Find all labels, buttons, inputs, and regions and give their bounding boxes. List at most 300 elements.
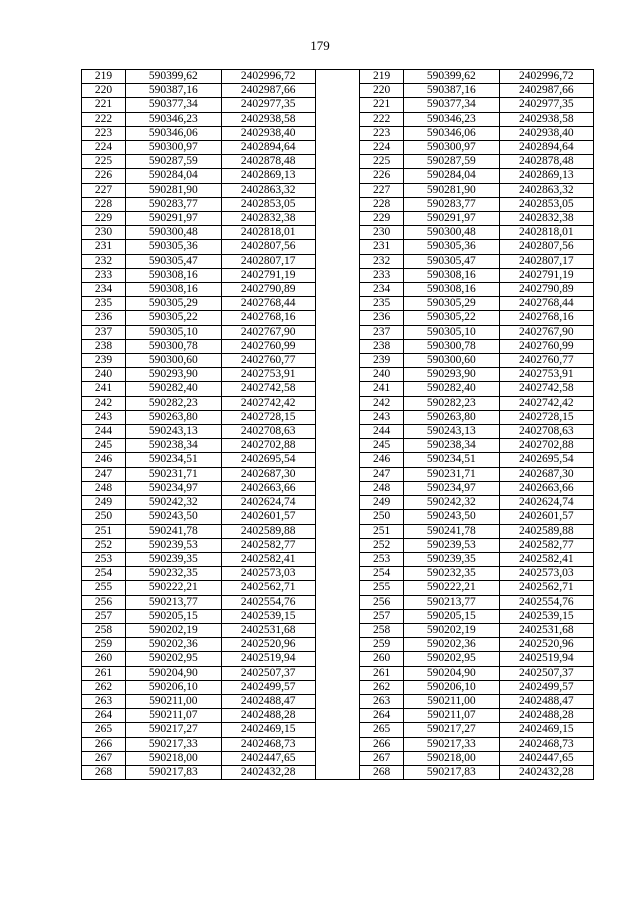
left-point-number-cell: 240 bbox=[82, 368, 126, 382]
left-y-coordinate-cell: 2402488,47 bbox=[221, 694, 315, 708]
right-point-number-cell: 250 bbox=[360, 510, 404, 524]
left-point-number-cell: 256 bbox=[82, 595, 126, 609]
table-row bbox=[82, 197, 594, 211]
right-x-coordinate-cell: 590284,04 bbox=[404, 169, 499, 183]
right-point-number-cell: 262 bbox=[360, 680, 404, 694]
right-y-coordinate-cell: 2402760,99 bbox=[499, 339, 593, 353]
right-y-coordinate-cell: 2402853,05 bbox=[499, 197, 593, 211]
table-row bbox=[82, 354, 594, 368]
right-point-number-cell: 254 bbox=[360, 567, 404, 581]
left-x-coordinate-cell: 590291,97 bbox=[126, 212, 221, 226]
left-y-coordinate-cell: 2402687,30 bbox=[221, 467, 315, 481]
table-row bbox=[82, 737, 594, 751]
left-x-coordinate-cell: 590231,71 bbox=[126, 467, 221, 481]
left-point-number-cell: 231 bbox=[82, 240, 126, 254]
right-point-number-cell: 234 bbox=[360, 283, 404, 297]
right-point-number-cell: 222 bbox=[360, 112, 404, 126]
left-x-coordinate-cell: 590283,77 bbox=[126, 197, 221, 211]
left-x-coordinate-cell: 590239,53 bbox=[126, 538, 221, 552]
left-x-coordinate-cell: 590234,97 bbox=[126, 481, 221, 495]
right-x-coordinate-cell: 590231,71 bbox=[404, 467, 499, 481]
left-x-coordinate-cell: 590346,06 bbox=[126, 126, 221, 140]
left-y-coordinate-cell: 2402768,44 bbox=[221, 297, 315, 311]
left-point-number-cell: 236 bbox=[82, 311, 126, 325]
right-point-number-cell: 228 bbox=[360, 197, 404, 211]
right-point-number-cell: 244 bbox=[360, 425, 404, 439]
table-row bbox=[82, 368, 594, 382]
left-x-coordinate-cell: 590308,16 bbox=[126, 268, 221, 282]
table-row bbox=[82, 581, 594, 595]
column-gap bbox=[315, 481, 359, 495]
right-point-number-cell: 249 bbox=[360, 496, 404, 510]
right-x-coordinate-cell: 590232,35 bbox=[404, 567, 499, 581]
left-x-coordinate-cell: 590238,34 bbox=[126, 439, 221, 453]
right-y-coordinate-cell: 2402531,68 bbox=[499, 623, 593, 637]
left-point-number-cell: 233 bbox=[82, 268, 126, 282]
left-y-coordinate-cell: 2402582,77 bbox=[221, 538, 315, 552]
left-point-number-cell: 266 bbox=[82, 737, 126, 751]
left-x-coordinate-cell: 590281,90 bbox=[126, 183, 221, 197]
table-row bbox=[82, 410, 594, 424]
left-x-coordinate-cell: 590217,33 bbox=[126, 737, 221, 751]
left-y-coordinate-cell: 2402469,15 bbox=[221, 723, 315, 737]
left-y-coordinate-cell: 2402938,58 bbox=[221, 112, 315, 126]
column-gap bbox=[315, 552, 359, 566]
left-point-number-cell: 255 bbox=[82, 581, 126, 595]
table-row bbox=[82, 567, 594, 581]
left-x-coordinate-cell: 590305,36 bbox=[126, 240, 221, 254]
column-gap bbox=[315, 567, 359, 581]
left-point-number-cell: 238 bbox=[82, 339, 126, 353]
left-x-coordinate-cell: 590205,15 bbox=[126, 609, 221, 623]
right-x-coordinate-cell: 590234,97 bbox=[404, 481, 499, 495]
table-row bbox=[82, 765, 594, 779]
left-y-coordinate-cell: 2402624,74 bbox=[221, 496, 315, 510]
column-gap bbox=[315, 382, 359, 396]
right-point-number-cell: 253 bbox=[360, 552, 404, 566]
right-point-number-cell: 264 bbox=[360, 709, 404, 723]
left-y-coordinate-cell: 2402894,64 bbox=[221, 141, 315, 155]
left-point-number-cell: 249 bbox=[82, 496, 126, 510]
column-gap bbox=[315, 595, 359, 609]
table-row bbox=[82, 481, 594, 495]
left-point-number-cell: 262 bbox=[82, 680, 126, 694]
table-row bbox=[82, 70, 594, 84]
column-gap bbox=[315, 425, 359, 439]
table-row bbox=[82, 283, 594, 297]
column-gap bbox=[315, 666, 359, 680]
left-x-coordinate-cell: 590241,78 bbox=[126, 524, 221, 538]
right-y-coordinate-cell: 2402863,32 bbox=[499, 183, 593, 197]
left-y-coordinate-cell: 2402663,66 bbox=[221, 481, 315, 495]
table-row bbox=[82, 453, 594, 467]
right-point-number-cell: 261 bbox=[360, 666, 404, 680]
right-point-number-cell: 231 bbox=[360, 240, 404, 254]
table-row bbox=[82, 325, 594, 339]
left-y-coordinate-cell: 2402601,57 bbox=[221, 510, 315, 524]
table-row bbox=[82, 126, 594, 140]
column-gap bbox=[315, 709, 359, 723]
left-x-coordinate-cell: 590282,40 bbox=[126, 382, 221, 396]
right-x-coordinate-cell: 590308,16 bbox=[404, 268, 499, 282]
right-x-coordinate-cell: 590399,62 bbox=[404, 70, 499, 84]
table-row bbox=[82, 141, 594, 155]
left-point-number-cell: 251 bbox=[82, 524, 126, 538]
left-point-number-cell: 243 bbox=[82, 410, 126, 424]
left-y-coordinate-cell: 2402519,94 bbox=[221, 652, 315, 666]
left-point-number-cell: 258 bbox=[82, 623, 126, 637]
left-point-number-cell: 261 bbox=[82, 666, 126, 680]
left-y-coordinate-cell: 2402695,54 bbox=[221, 453, 315, 467]
left-y-coordinate-cell: 2402818,01 bbox=[221, 226, 315, 240]
right-x-coordinate-cell: 590387,16 bbox=[404, 84, 499, 98]
left-y-coordinate-cell: 2402977,35 bbox=[221, 98, 315, 112]
right-point-number-cell: 226 bbox=[360, 169, 404, 183]
left-y-coordinate-cell: 2402863,32 bbox=[221, 183, 315, 197]
left-x-coordinate-cell: 590282,23 bbox=[126, 396, 221, 410]
left-x-coordinate-cell: 590232,35 bbox=[126, 567, 221, 581]
right-point-number-cell: 248 bbox=[360, 481, 404, 495]
column-gap bbox=[315, 197, 359, 211]
right-x-coordinate-cell: 590281,90 bbox=[404, 183, 499, 197]
left-y-coordinate-cell: 2402499,57 bbox=[221, 680, 315, 694]
right-y-coordinate-cell: 2402768,44 bbox=[499, 297, 593, 311]
left-point-number-cell: 264 bbox=[82, 709, 126, 723]
table-row bbox=[82, 524, 594, 538]
left-point-number-cell: 241 bbox=[82, 382, 126, 396]
right-point-number-cell: 256 bbox=[360, 595, 404, 609]
column-gap bbox=[315, 496, 359, 510]
column-gap bbox=[315, 623, 359, 637]
left-y-coordinate-cell: 2402728,15 bbox=[221, 410, 315, 424]
table-row bbox=[82, 638, 594, 652]
right-y-coordinate-cell: 2402760,77 bbox=[499, 354, 593, 368]
right-y-coordinate-cell: 2402708,63 bbox=[499, 425, 593, 439]
column-gap bbox=[315, 680, 359, 694]
right-y-coordinate-cell: 2402702,88 bbox=[499, 439, 593, 453]
right-y-coordinate-cell: 2402432,28 bbox=[499, 765, 593, 779]
right-y-coordinate-cell: 2402554,76 bbox=[499, 595, 593, 609]
left-point-number-cell: 248 bbox=[82, 481, 126, 495]
table-row bbox=[82, 268, 594, 282]
left-x-coordinate-cell: 590202,19 bbox=[126, 623, 221, 637]
left-y-coordinate-cell: 2402807,17 bbox=[221, 254, 315, 268]
right-point-number-cell: 243 bbox=[360, 410, 404, 424]
left-point-number-cell: 254 bbox=[82, 567, 126, 581]
table-row bbox=[82, 709, 594, 723]
left-y-coordinate-cell: 2402987,66 bbox=[221, 84, 315, 98]
column-gap bbox=[315, 538, 359, 552]
column-gap bbox=[315, 765, 359, 779]
left-x-coordinate-cell: 590218,00 bbox=[126, 751, 221, 765]
column-gap bbox=[315, 226, 359, 240]
left-point-number-cell: 247 bbox=[82, 467, 126, 481]
left-x-coordinate-cell: 590300,78 bbox=[126, 339, 221, 353]
right-point-number-cell: 267 bbox=[360, 751, 404, 765]
right-x-coordinate-cell: 590217,33 bbox=[404, 737, 499, 751]
right-y-coordinate-cell: 2402807,17 bbox=[499, 254, 593, 268]
right-x-coordinate-cell: 590239,35 bbox=[404, 552, 499, 566]
left-point-number-cell: 228 bbox=[82, 197, 126, 211]
left-point-number-cell: 234 bbox=[82, 283, 126, 297]
right-y-coordinate-cell: 2402869,13 bbox=[499, 169, 593, 183]
right-point-number-cell: 263 bbox=[360, 694, 404, 708]
left-point-number-cell: 237 bbox=[82, 325, 126, 339]
table-row bbox=[82, 297, 594, 311]
left-point-number-cell: 252 bbox=[82, 538, 126, 552]
column-gap bbox=[315, 126, 359, 140]
left-x-coordinate-cell: 590213,77 bbox=[126, 595, 221, 609]
left-x-coordinate-cell: 590300,97 bbox=[126, 141, 221, 155]
right-y-coordinate-cell: 2402742,58 bbox=[499, 382, 593, 396]
left-point-number-cell: 227 bbox=[82, 183, 126, 197]
left-point-number-cell: 242 bbox=[82, 396, 126, 410]
column-gap bbox=[315, 254, 359, 268]
left-y-coordinate-cell: 2402753,91 bbox=[221, 368, 315, 382]
left-y-coordinate-cell: 2402589,88 bbox=[221, 524, 315, 538]
table-row bbox=[82, 609, 594, 623]
right-x-coordinate-cell: 590211,07 bbox=[404, 709, 499, 723]
right-x-coordinate-cell: 590211,00 bbox=[404, 694, 499, 708]
right-point-number-cell: 237 bbox=[360, 325, 404, 339]
table-row bbox=[82, 155, 594, 169]
left-y-coordinate-cell: 2402432,28 bbox=[221, 765, 315, 779]
column-gap bbox=[315, 339, 359, 353]
left-y-coordinate-cell: 2402760,77 bbox=[221, 354, 315, 368]
right-y-coordinate-cell: 2402818,01 bbox=[499, 226, 593, 240]
table-row bbox=[82, 183, 594, 197]
table-row bbox=[82, 311, 594, 325]
left-point-number-cell: 267 bbox=[82, 751, 126, 765]
column-gap bbox=[315, 297, 359, 311]
column-gap bbox=[315, 70, 359, 84]
table-row bbox=[82, 496, 594, 510]
table-row bbox=[82, 510, 594, 524]
page-number: 179 bbox=[310, 38, 330, 53]
left-y-coordinate-cell: 2402790,89 bbox=[221, 283, 315, 297]
left-x-coordinate-cell: 590263,80 bbox=[126, 410, 221, 424]
right-y-coordinate-cell: 2402582,41 bbox=[499, 552, 593, 566]
column-gap bbox=[315, 169, 359, 183]
column-gap bbox=[315, 723, 359, 737]
right-x-coordinate-cell: 590305,29 bbox=[404, 297, 499, 311]
right-x-coordinate-cell: 590213,77 bbox=[404, 595, 499, 609]
left-point-number-cell: 220 bbox=[82, 84, 126, 98]
table-row bbox=[82, 339, 594, 353]
table-row bbox=[82, 723, 594, 737]
right-point-number-cell: 241 bbox=[360, 382, 404, 396]
left-y-coordinate-cell: 2402468,73 bbox=[221, 737, 315, 751]
right-x-coordinate-cell: 590206,10 bbox=[404, 680, 499, 694]
left-y-coordinate-cell: 2402832,38 bbox=[221, 212, 315, 226]
left-point-number-cell: 223 bbox=[82, 126, 126, 140]
right-y-coordinate-cell: 2402742,42 bbox=[499, 396, 593, 410]
table-row bbox=[82, 680, 594, 694]
right-y-coordinate-cell: 2402447,65 bbox=[499, 751, 593, 765]
right-y-coordinate-cell: 2402499,57 bbox=[499, 680, 593, 694]
left-point-number-cell: 235 bbox=[82, 297, 126, 311]
column-gap bbox=[315, 609, 359, 623]
right-point-number-cell: 227 bbox=[360, 183, 404, 197]
right-x-coordinate-cell: 590346,06 bbox=[404, 126, 499, 140]
left-x-coordinate-cell: 590239,35 bbox=[126, 552, 221, 566]
table-row bbox=[82, 382, 594, 396]
left-y-coordinate-cell: 2402742,42 bbox=[221, 396, 315, 410]
right-point-number-cell: 257 bbox=[360, 609, 404, 623]
right-point-number-cell: 247 bbox=[360, 467, 404, 481]
right-y-coordinate-cell: 2402624,74 bbox=[499, 496, 593, 510]
left-x-coordinate-cell: 590217,83 bbox=[126, 765, 221, 779]
right-x-coordinate-cell: 590293,90 bbox=[404, 368, 499, 382]
right-x-coordinate-cell: 590282,23 bbox=[404, 396, 499, 410]
right-y-coordinate-cell: 2402767,90 bbox=[499, 325, 593, 339]
table-row bbox=[82, 226, 594, 240]
right-point-number-cell: 255 bbox=[360, 581, 404, 595]
right-y-coordinate-cell: 2402687,30 bbox=[499, 467, 593, 481]
left-point-number-cell: 265 bbox=[82, 723, 126, 737]
table-row bbox=[82, 666, 594, 680]
column-gap bbox=[315, 467, 359, 481]
right-y-coordinate-cell: 2402878,48 bbox=[499, 155, 593, 169]
column-gap bbox=[315, 524, 359, 538]
left-y-coordinate-cell: 2402996,72 bbox=[221, 70, 315, 84]
column-gap bbox=[315, 112, 359, 126]
left-point-number-cell: 221 bbox=[82, 98, 126, 112]
right-y-coordinate-cell: 2402589,88 bbox=[499, 524, 593, 538]
left-point-number-cell: 224 bbox=[82, 141, 126, 155]
table-row bbox=[82, 396, 594, 410]
right-x-coordinate-cell: 590377,34 bbox=[404, 98, 499, 112]
right-point-number-cell: 220 bbox=[360, 84, 404, 98]
right-x-coordinate-cell: 590243,13 bbox=[404, 425, 499, 439]
column-gap bbox=[315, 410, 359, 424]
right-point-number-cell: 230 bbox=[360, 226, 404, 240]
column-gap bbox=[315, 183, 359, 197]
left-point-number-cell: 226 bbox=[82, 169, 126, 183]
left-x-coordinate-cell: 590234,51 bbox=[126, 453, 221, 467]
right-y-coordinate-cell: 2402601,57 bbox=[499, 510, 593, 524]
right-x-coordinate-cell: 590305,10 bbox=[404, 325, 499, 339]
right-point-number-cell: 259 bbox=[360, 638, 404, 652]
column-gap bbox=[315, 283, 359, 297]
table-row bbox=[82, 623, 594, 637]
left-point-number-cell: 230 bbox=[82, 226, 126, 240]
left-x-coordinate-cell: 590305,10 bbox=[126, 325, 221, 339]
left-point-number-cell: 225 bbox=[82, 155, 126, 169]
column-gap bbox=[315, 240, 359, 254]
right-point-number-cell: 219 bbox=[360, 70, 404, 84]
column-gap bbox=[315, 268, 359, 282]
left-x-coordinate-cell: 590377,34 bbox=[126, 98, 221, 112]
left-y-coordinate-cell: 2402767,90 bbox=[221, 325, 315, 339]
right-x-coordinate-cell: 590282,40 bbox=[404, 382, 499, 396]
right-x-coordinate-cell: 590305,22 bbox=[404, 311, 499, 325]
column-gap bbox=[315, 453, 359, 467]
left-y-coordinate-cell: 2402582,41 bbox=[221, 552, 315, 566]
left-y-coordinate-cell: 2402878,48 bbox=[221, 155, 315, 169]
left-point-number-cell: 268 bbox=[82, 765, 126, 779]
right-y-coordinate-cell: 2402507,37 bbox=[499, 666, 593, 680]
right-x-coordinate-cell: 590243,50 bbox=[404, 510, 499, 524]
right-point-number-cell: 229 bbox=[360, 212, 404, 226]
right-point-number-cell: 225 bbox=[360, 155, 404, 169]
right-y-coordinate-cell: 2402469,15 bbox=[499, 723, 593, 737]
right-point-number-cell: 239 bbox=[360, 354, 404, 368]
right-y-coordinate-cell: 2402753,91 bbox=[499, 368, 593, 382]
right-y-coordinate-cell: 2402977,35 bbox=[499, 98, 593, 112]
left-x-coordinate-cell: 590222,21 bbox=[126, 581, 221, 595]
right-x-coordinate-cell: 590239,53 bbox=[404, 538, 499, 552]
table-row bbox=[82, 652, 594, 666]
left-y-coordinate-cell: 2402539,15 bbox=[221, 609, 315, 623]
left-x-coordinate-cell: 590300,48 bbox=[126, 226, 221, 240]
right-point-number-cell: 238 bbox=[360, 339, 404, 353]
right-y-coordinate-cell: 2402663,66 bbox=[499, 481, 593, 495]
table-row bbox=[82, 694, 594, 708]
right-point-number-cell: 232 bbox=[360, 254, 404, 268]
table-row bbox=[82, 538, 594, 552]
left-point-number-cell: 245 bbox=[82, 439, 126, 453]
right-y-coordinate-cell: 2402791,19 bbox=[499, 268, 593, 282]
left-y-coordinate-cell: 2402562,71 bbox=[221, 581, 315, 595]
coordinates-table-body bbox=[82, 70, 594, 780]
right-point-number-cell: 233 bbox=[360, 268, 404, 282]
table-row bbox=[82, 254, 594, 268]
right-y-coordinate-cell: 2402519,94 bbox=[499, 652, 593, 666]
left-y-coordinate-cell: 2402807,56 bbox=[221, 240, 315, 254]
left-y-coordinate-cell: 2402869,13 bbox=[221, 169, 315, 183]
left-x-coordinate-cell: 590387,16 bbox=[126, 84, 221, 98]
left-x-coordinate-cell: 590217,27 bbox=[126, 723, 221, 737]
right-x-coordinate-cell: 590205,15 bbox=[404, 609, 499, 623]
right-x-coordinate-cell: 590346,23 bbox=[404, 112, 499, 126]
left-point-number-cell: 219 bbox=[82, 70, 126, 84]
right-x-coordinate-cell: 590242,32 bbox=[404, 496, 499, 510]
right-point-number-cell: 221 bbox=[360, 98, 404, 112]
left-y-coordinate-cell: 2402768,16 bbox=[221, 311, 315, 325]
right-y-coordinate-cell: 2402938,58 bbox=[499, 112, 593, 126]
left-x-coordinate-cell: 590305,47 bbox=[126, 254, 221, 268]
left-x-coordinate-cell: 590243,50 bbox=[126, 510, 221, 524]
column-gap bbox=[315, 84, 359, 98]
left-x-coordinate-cell: 590211,00 bbox=[126, 694, 221, 708]
left-x-coordinate-cell: 590305,22 bbox=[126, 311, 221, 325]
table-row bbox=[82, 467, 594, 481]
table-row bbox=[82, 169, 594, 183]
table-row bbox=[82, 84, 594, 98]
right-x-coordinate-cell: 590300,60 bbox=[404, 354, 499, 368]
column-gap bbox=[315, 325, 359, 339]
right-y-coordinate-cell: 2402807,56 bbox=[499, 240, 593, 254]
left-y-coordinate-cell: 2402760,99 bbox=[221, 339, 315, 353]
right-x-coordinate-cell: 590305,47 bbox=[404, 254, 499, 268]
right-x-coordinate-cell: 590300,78 bbox=[404, 339, 499, 353]
left-y-coordinate-cell: 2402853,05 bbox=[221, 197, 315, 211]
left-y-coordinate-cell: 2402488,28 bbox=[221, 709, 315, 723]
left-x-coordinate-cell: 590211,07 bbox=[126, 709, 221, 723]
left-y-coordinate-cell: 2402708,63 bbox=[221, 425, 315, 439]
left-y-coordinate-cell: 2402520,96 bbox=[221, 638, 315, 652]
left-x-coordinate-cell: 590308,16 bbox=[126, 283, 221, 297]
right-y-coordinate-cell: 2402562,71 bbox=[499, 581, 593, 595]
right-x-coordinate-cell: 590305,36 bbox=[404, 240, 499, 254]
left-point-number-cell: 257 bbox=[82, 609, 126, 623]
left-point-number-cell: 259 bbox=[82, 638, 126, 652]
column-gap bbox=[315, 368, 359, 382]
right-x-coordinate-cell: 590202,36 bbox=[404, 638, 499, 652]
right-point-number-cell: 266 bbox=[360, 737, 404, 751]
right-x-coordinate-cell: 590283,77 bbox=[404, 197, 499, 211]
